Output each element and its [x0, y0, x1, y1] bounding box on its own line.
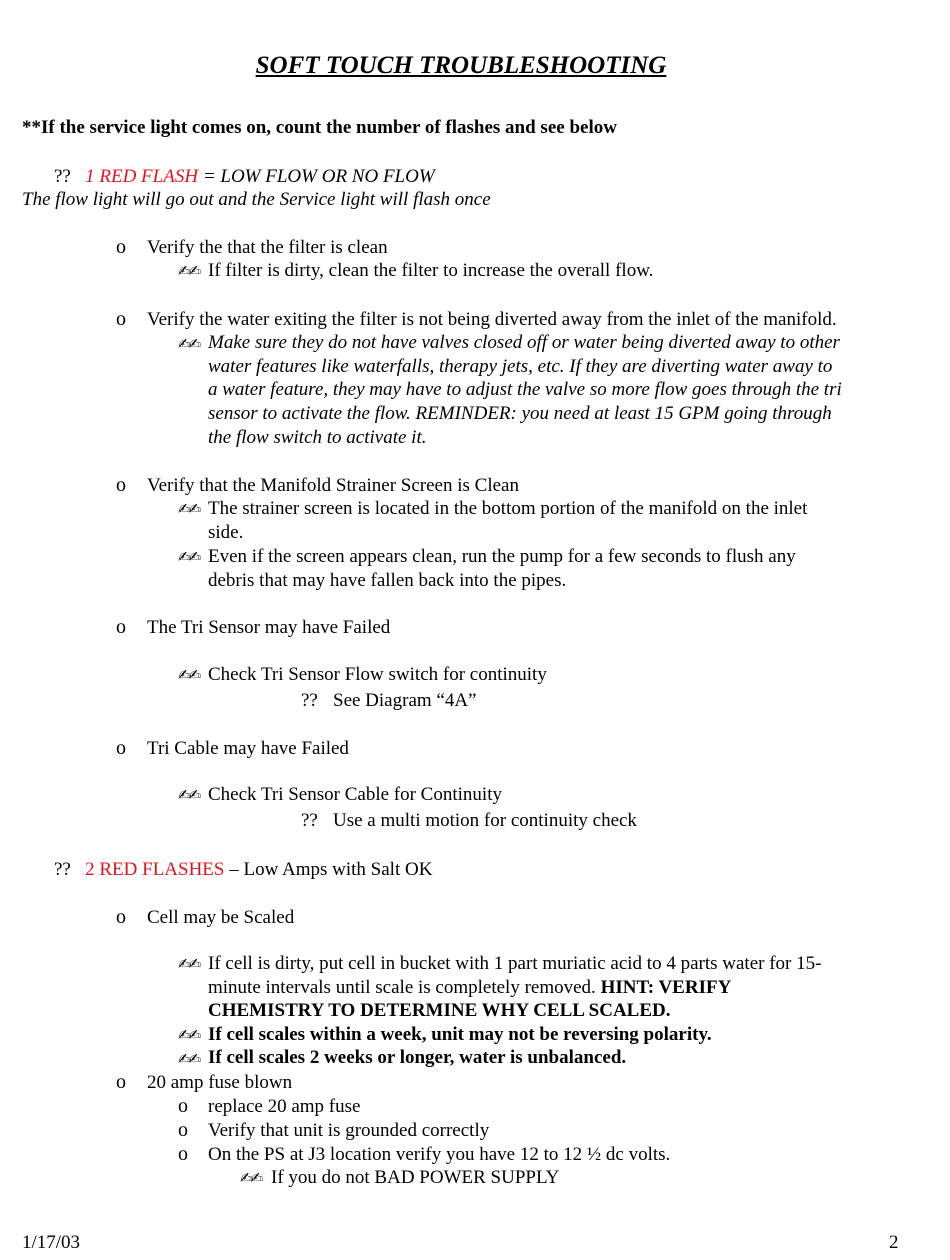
bullet-circle: o — [116, 236, 126, 258]
list-subitem-line: The strainer screen is located in the bottom portion of the manifold on the inlet — [208, 498, 808, 519]
hand-writing-icon: ✍✍ — [240, 1169, 262, 1187]
list-item: Verify the that the filter is clean — [147, 237, 388, 258]
section-1-heading — [54, 165, 435, 189]
list-subitem: Check Tri Sensor Flow switch for continuity — [208, 664, 547, 685]
hint-text: CHEMISTRY TO DETERMINE WHY CELL SCALED. — [208, 1000, 671, 1021]
list-subitem-text: minute intervals until scale is completely removed. — [208, 977, 601, 998]
bullet-circle: o — [178, 1095, 188, 1117]
red-flash-label: 2 RED FLASHES — [85, 859, 225, 880]
question-marker: ?? — [54, 166, 71, 187]
list-subitem-bold: If cell scales 2 weeks or longer, water is unbalanced. — [208, 1047, 627, 1068]
section-2-heading-text: – Low Amps with Salt OK — [224, 859, 433, 880]
list-item: Tri Cable may have Failed — [147, 738, 349, 759]
list-subsubitem: Use a multi motion for continuity check — [333, 810, 637, 831]
list-subitem-line: a water feature, they may have to adjust the valve so more flow goes through the tri — [208, 379, 842, 400]
list-subitem-line — [208, 976, 731, 1000]
section-1-heading-text: = LOW FLOW OR NO FLOW — [198, 166, 435, 187]
list-subitem-line: side. — [208, 522, 244, 543]
bullet-circle: o — [178, 1143, 188, 1165]
hand-writing-icon: ✍✍ — [178, 1050, 200, 1068]
list-subitem: Check Tri Sensor Cable for Continuity — [208, 784, 502, 805]
footer-page-number: 2 — [889, 1232, 899, 1253]
hand-writing-icon: ✍✍ — [178, 335, 200, 353]
hand-writing-icon: ✍✍ — [178, 262, 200, 280]
list-subitem: Verify that unit is grounded correctly — [208, 1120, 490, 1141]
section-2-heading — [54, 858, 432, 882]
list-subsubitem: If you do not BAD POWER SUPPLY — [271, 1167, 560, 1188]
list-subitem-line: Make sure they do not have valves closed off or water being diverted away to other — [208, 332, 840, 353]
red-flash-label: 1 RED FLASH — [85, 166, 199, 187]
list-subitem-line: water features like waterfalls, therapy jets, etc. If they are diverting water away to — [208, 356, 833, 377]
hand-writing-icon: ✍✍ — [178, 548, 200, 566]
list-subitem-line: Even if the screen appears clean, run the pump for a few seconds to flush any — [208, 546, 796, 567]
list-subitem-line: debris that may have fallen back into the pipes. — [208, 570, 567, 591]
hint-text: HINT: VERIFY — [600, 977, 732, 998]
footer-date: 1/17/03 — [22, 1232, 81, 1253]
hand-writing-icon: ✍✍ — [178, 666, 200, 684]
list-item: Verify that the Manifold Strainer Screen is Clean — [147, 475, 519, 496]
intro-text: **If the service light comes on, count the number of flashes and see below — [22, 117, 617, 138]
bullet-circle: o — [116, 737, 126, 759]
list-item: Verify the water exiting the filter is not being diverted away from the inlet of the manifold. — [147, 309, 837, 330]
list-subitem-bold: If cell scales within a week, unit may not be reversing polarity. — [208, 1024, 712, 1045]
list-subitem: On the PS at J3 location verify you have 12 to 12 ½ dc volts. — [208, 1144, 671, 1165]
list-subitem-line: If cell is dirty, put cell in bucket with 1 part muriatic acid to 4 parts water for 15- — [208, 953, 822, 974]
list-item: The Tri Sensor may have Failed — [147, 617, 391, 638]
hand-writing-icon: ✍✍ — [178, 500, 200, 518]
bullet-circle: o — [116, 1071, 126, 1093]
bullet-circle: o — [116, 474, 126, 496]
list-subitem: replace 20 amp fuse — [208, 1096, 361, 1117]
list-subsubitem: See Diagram “4A” — [333, 690, 477, 711]
bullet-circle: o — [178, 1119, 188, 1141]
bullet-circle: o — [116, 906, 126, 928]
list-subitem: If filter is dirty, clean the filter to increase the overall flow. — [208, 260, 654, 281]
list-subitem-line: the flow switch to activate it. — [208, 427, 427, 448]
hand-writing-icon: ✍✍ — [178, 955, 200, 973]
list-item: Cell may be Scaled — [147, 907, 295, 928]
bullet-circle: o — [116, 616, 126, 638]
list-subitem-line: sensor to activate the flow. REMINDER: you need at least 15 GPM going through — [208, 403, 832, 424]
page-title: SOFT TOUCH TROUBLESHOOTING — [255, 52, 667, 79]
hand-writing-icon: ✍✍ — [178, 1026, 200, 1044]
question-marker: ?? — [301, 690, 318, 711]
section-1-subheading: The flow light will go out and the Service light will flash once — [22, 189, 491, 210]
list-item: 20 amp fuse blown — [147, 1072, 293, 1093]
question-marker: ?? — [301, 810, 318, 831]
question-marker: ?? — [54, 859, 71, 880]
hand-writing-icon: ✍✍ — [178, 786, 200, 804]
bullet-circle: o — [116, 308, 126, 330]
